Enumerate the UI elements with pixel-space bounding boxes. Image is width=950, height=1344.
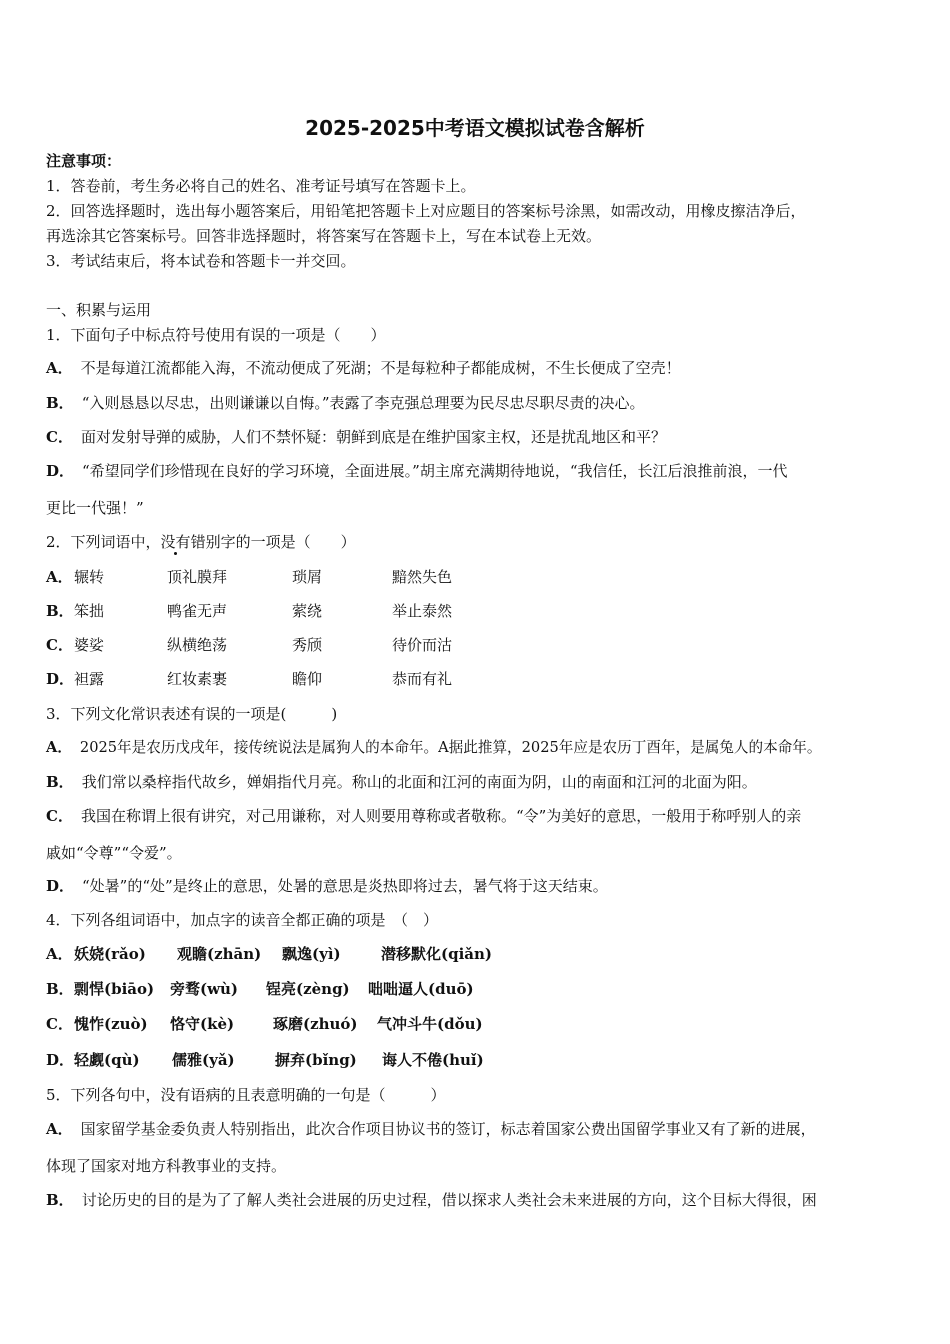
option-word: 顶礼膜拜 <box>167 568 228 586</box>
option-label: C． <box>46 636 73 654</box>
option-word: 辗转 <box>74 568 105 586</box>
option-label: A． <box>46 568 73 586</box>
option-word: 飘逸(yì) <box>282 945 341 963</box>
q5-option-b: B． 讨论历史的目的是为了了解人类社会进展的历史过程，借以探求人类社会未来进展的方向，这个目标大得很，困 <box>46 1191 817 1209</box>
question-3-stem: 3．下列文化常识表述有误的一项是( ) <box>46 705 338 723</box>
option-word: 瞻仰 <box>292 670 323 688</box>
q3-option-a: A． 2025年是农历戊戌年，接传统说法是属狗人的本命年。A据此推算，2025年应是农历丁酉年，是属兔人的本命年。 <box>46 739 822 756</box>
notice-item: 再选涂其它答案标号。回答非选择题时，将答案写在答题卡上，写在本试卷上无效。 <box>46 227 602 245</box>
option-word: 红妆素裹 <box>167 670 228 688</box>
q1-option-a: A． 不是每道江流都能入海，不流动便成了死湖；不是每粒种子都能成树，不生长便成了空壳！ <box>46 359 681 377</box>
q5-option-a: A． 国家留学基金委负责人特别指出，此次合作项目协议书的签订，标志着国家公费出国留学事业又有了新的进展， <box>46 1120 816 1138</box>
notice-item: 3．考试结束后，将本试卷和答题卡一并交回。 <box>46 252 356 270</box>
q3-option-d: D． “处暑”的“处”是终止的意思，处暑的意思是炎热即将过去，暑气将于这天结束。 <box>46 877 608 895</box>
option-word: 妖娆(rǎo) <box>74 945 146 963</box>
option-word: 剽悍(biāo) <box>74 980 155 998</box>
page-title: 2025-2025中考语文模拟试卷含解析 <box>305 116 645 140</box>
option-word: 摒弃(bǐng) <box>275 1051 357 1069</box>
emphasized-text: 没有 <box>160 533 191 551</box>
question-2-stem <box>46 532 356 552</box>
option-word: 待价而沽 <box>392 636 453 654</box>
option-word: 轻觑(qù) <box>74 1051 140 1069</box>
option-text: 国家留学基金委负责人特别指出，此次合作项目协议书的签订，标志着国家公费出国留学事业又有了新的进展， <box>80 1120 816 1138</box>
option-word: 潜移默化(qiǎn) <box>381 945 493 963</box>
option-text: 讨论历史的目的是为了了解人类社会进展的历史过程，借以探求人类社会未来进展的方向，这个目标大得很，困 <box>81 1191 817 1209</box>
option-word: 萦绕 <box>292 602 323 620</box>
option-word: 愧怍(zuò) <box>74 1015 148 1033</box>
section-heading: 一、积累与运用 <box>46 301 152 319</box>
question-1-stem: 1．下面句子中标点符号使用有误的一项是（ ） <box>46 326 386 344</box>
option-text: “入则恳恳以尽忠，出则谦谦以自悔。”表露了李克强总理要为民尽忠尽职尽责的决心。 <box>81 394 645 412</box>
option-label: B． <box>46 980 74 998</box>
q1-option-d-cont: 更比一代强！” <box>46 499 144 517</box>
option-word: 笨拙 <box>74 602 105 620</box>
option-word: 诲人不倦(huǐ) <box>382 1051 484 1069</box>
option-label: B． <box>46 602 74 620</box>
option-label: D． <box>46 1051 75 1069</box>
q3-option-b: B． 我们常以桑梓指代故乡，婵娟指代月亮。称山的北面和江河的南面为阴，山的南面和江河的北面为阳。 <box>46 773 757 791</box>
notice-item: 2．回答选择题时，选出每小题答案后，用铅笔把答题卡上对应题目的答案标号涂黑，如需改动，用橡皮擦洁净后， <box>46 202 806 220</box>
option-word: 琐屑 <box>292 568 323 586</box>
option-word: 鸭雀无声 <box>167 602 228 620</box>
q3-option-c-cont: 戚如“令尊”“令爱”。 <box>46 844 182 862</box>
option-label: A． <box>46 945 73 963</box>
option-word: 恭而有礼 <box>392 670 453 688</box>
option-word: 婆娑 <box>74 636 105 654</box>
option-text: 我们常以桑梓指代故乡，婵娟指代月亮。称山的北面和江河的南面为阴，山的南面和江河的北面为阳。 <box>81 773 757 791</box>
q5-option-a-cont: 体现了国家对地方科教事业的支持。 <box>46 1157 287 1175</box>
option-word: 黯然失色 <box>392 568 453 586</box>
question-5-stem: 5．下列各句中，没有语病的且表意明确的一句是（ ） <box>46 1086 446 1104</box>
option-word: 气冲斗牛(dǒu) <box>377 1015 483 1033</box>
option-word: 袒露 <box>74 670 105 688</box>
option-word: 秀颀 <box>292 636 323 654</box>
option-text: 我国在称谓上很有讲究，对己用谦称，对人则要用尊称或者敬称。“令”为美好的意思，一般用于称呼别人的亲 <box>80 807 802 825</box>
option-text: “希望同学们珍惜现在良好的学习环境，全面进展。”胡主席充满期待地说，“我信任，长江后浪推前浪，一代 <box>82 462 788 480</box>
option-word: 纵横绝荡 <box>167 636 228 654</box>
option-label: D． <box>46 670 75 688</box>
q1-option-c: C． 面对发射导弹的威胁，人们不禁怀疑：朝鲜到底是在维护国家主权，还是扰乱地区和平？ <box>46 428 666 446</box>
question-4-stem: 4．下列各组词语中，加点字的读音全都正确的项是 （ ） <box>46 911 439 929</box>
option-text: 面对发射导弹的威胁，人们不禁怀疑：朝鲜到底是在维护国家主权，还是扰乱地区和平？ <box>80 428 666 446</box>
option-word: 琢磨(zhuó) <box>273 1015 358 1033</box>
option-text: 不是每道江流都能入海，不流动便成了死湖；不是每粒种子都能成树，不生长便成了空壳！ <box>80 359 681 377</box>
stem-part: 错别字的一项是（ ） <box>190 533 356 551</box>
q1-option-d: D． “希望同学们珍惜现在良好的学习环境，全面进展。”胡主席充满期待地说，“我信任，长江后浪推前浪，一代 <box>46 462 788 480</box>
option-word: 旁骛(wù) <box>170 980 239 998</box>
option-text: 2025年是农历戊戌年，接传统说法是属狗人的本命年。A据此推算，2025年应是农历丁酉年，是属兔人的本命年。 <box>79 739 822 756</box>
q3-option-c: C． 我国在称谓上很有讲究，对己用谦称，对人则要用尊称或者敬称。“令”为美好的意思，一般用于称呼别人的亲 <box>46 807 802 825</box>
option-label: C． <box>46 1015 73 1033</box>
option-word: 咄咄逼人(duō) <box>368 980 474 998</box>
option-word: 锃亮(zèng) <box>266 980 350 998</box>
option-word: 观瞻(zhān) <box>177 945 262 963</box>
option-word: 儒雅(yǎ) <box>172 1051 235 1069</box>
notice-heading: 注意事项： <box>46 152 122 170</box>
notice-item: 1．答卷前，考生务必将自己的姓名、准考证号填写在答题卡上。 <box>46 177 476 195</box>
option-word: 举止泰然 <box>392 602 453 620</box>
option-word: 恪守(kè) <box>170 1015 235 1033</box>
stem-part: 2．下列词语中， <box>46 533 161 551</box>
q1-option-b: B． “入则恳恳以尽忠，出则谦谦以自悔。”表露了李克强总理要为民尽忠尽职尽责的决心。 <box>46 394 645 412</box>
option-text: “处暑”的“处”是终止的意思，处暑的意思是炎热即将过去，暑气将于这天结束。 <box>82 877 608 895</box>
